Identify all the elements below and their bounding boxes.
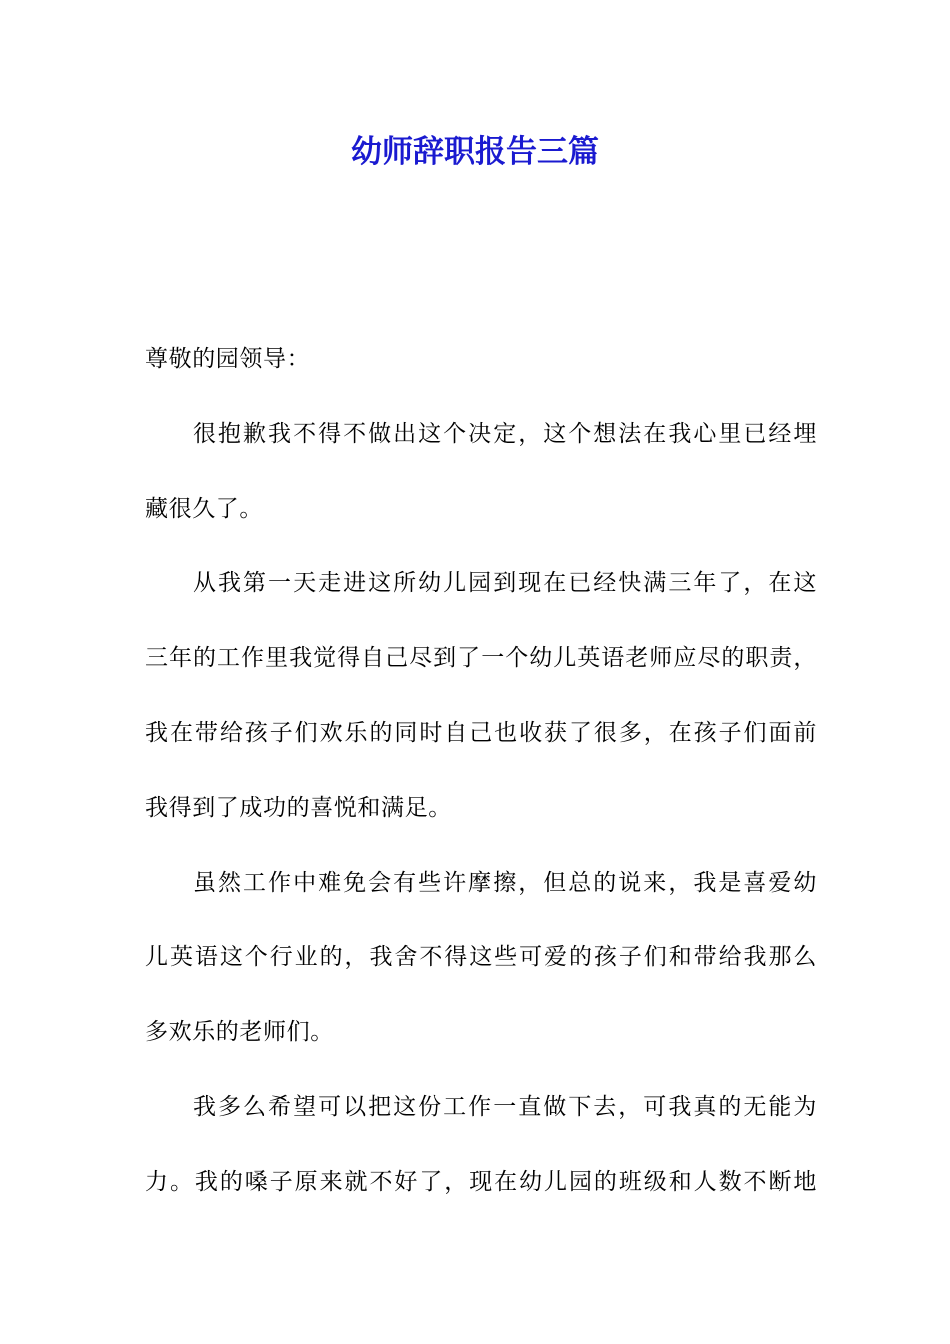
document-body: [145, 339, 817, 1237]
paragraph-line: 力。我的嗓子原来就不好了，现在幼儿园的班级和人数不断地: [145, 1168, 817, 1195]
paragraph-line: 虽然工作中难免会有些许摩擦，但总的说来，我是喜爱幼: [193, 869, 817, 896]
paragraph-line: 我得到了成功的喜悦和满足。: [145, 794, 452, 821]
paragraph-line: 三年的工作里我觉得自己尽到了一个幼儿英语老师应尽的职责，: [145, 645, 817, 672]
paragraph-line: 很抱歉我不得不做出这个决定，这个想法在我心里已经埋: [193, 420, 817, 447]
document-title: 幼师辞职报告三篇: [351, 134, 599, 170]
paragraph-line: 我多么希望可以把这份工作一直做下去，可我真的无能为: [193, 1093, 817, 1120]
salutation: 尊敬的园领导：: [145, 346, 311, 372]
paragraph-line: 藏很久了。: [145, 495, 263, 522]
paragraph-line: 多欢乐的老师们。: [145, 1019, 334, 1046]
paragraph-line: 儿英语这个行业的，我舍不得这些可爱的孩子们和带给我那么: [145, 944, 817, 971]
paragraph-line: 从我第一天走进这所幼儿园到现在已经快满三年了，在这: [193, 570, 817, 597]
paragraph-line: 我在带给孩子们欢乐的同时自己也收获了很多，在孩子们面前: [145, 719, 817, 746]
